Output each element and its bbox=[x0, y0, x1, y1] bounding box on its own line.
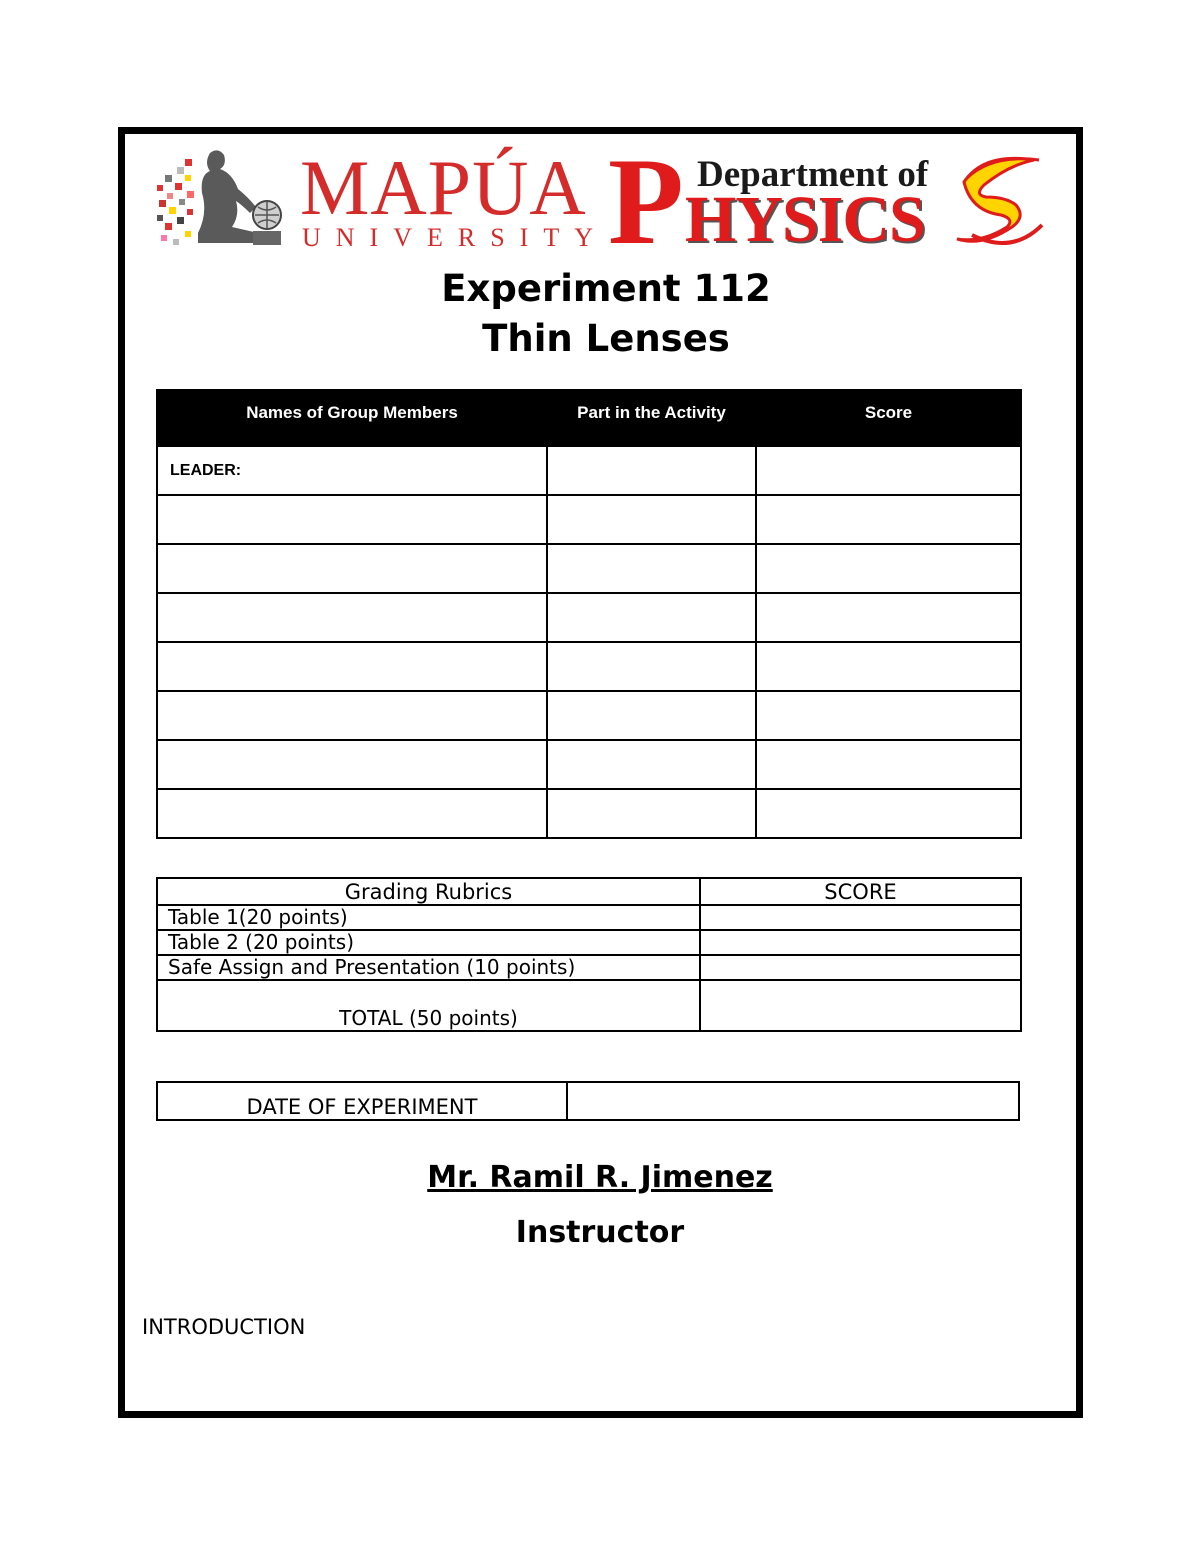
table-row bbox=[157, 495, 1021, 544]
member-name-cell[interactable] bbox=[157, 544, 547, 593]
mapua-seal-logo bbox=[155, 145, 290, 255]
table-header-row bbox=[157, 390, 1021, 446]
score-cell[interactable] bbox=[756, 495, 1021, 544]
rubric-score-cell[interactable] bbox=[700, 955, 1021, 980]
member-name-cell[interactable] bbox=[157, 740, 547, 789]
university-wordmark: MAPÚA bbox=[300, 144, 587, 231]
table-row bbox=[157, 446, 1021, 495]
member-name-cell[interactable] bbox=[157, 642, 547, 691]
rubric-score-cell[interactable] bbox=[700, 905, 1021, 930]
member-name-cell[interactable] bbox=[157, 495, 547, 544]
score-cell[interactable] bbox=[756, 446, 1021, 495]
score-cell[interactable] bbox=[756, 642, 1021, 691]
experiment-number: Experiment 112 bbox=[441, 267, 771, 310]
table-row bbox=[157, 930, 1021, 955]
part-cell[interactable] bbox=[547, 691, 756, 740]
physics-logo-p: P bbox=[608, 133, 684, 270]
rubric-score-cell[interactable] bbox=[700, 930, 1021, 955]
table-row bbox=[157, 955, 1021, 980]
score-cell[interactable] bbox=[756, 691, 1021, 740]
column-header: Part in the Activity bbox=[547, 390, 756, 446]
university-subtitle: UNIVERSITY bbox=[302, 223, 608, 252]
part-cell[interactable] bbox=[547, 446, 756, 495]
score-cell[interactable] bbox=[756, 740, 1021, 789]
instructor-role: Instructor bbox=[515, 1215, 685, 1250]
part-cell[interactable] bbox=[547, 495, 756, 544]
instructor-name: Mr. Ramil R. Jimenez bbox=[427, 1160, 773, 1195]
table-row bbox=[157, 642, 1021, 691]
group-members-table bbox=[156, 389, 1022, 839]
part-cell[interactable] bbox=[547, 642, 756, 691]
department-label: Department of bbox=[697, 154, 929, 195]
score-cell[interactable] bbox=[756, 593, 1021, 642]
rubric-item: Table 2 (20 points) bbox=[157, 930, 700, 955]
total-label: TOTAL (50 points) bbox=[157, 980, 700, 1031]
table-row bbox=[157, 544, 1021, 593]
date-value-cell[interactable] bbox=[567, 1082, 1019, 1120]
table-row bbox=[157, 691, 1021, 740]
rubric-item: Safe Assign and Presentation (10 points) bbox=[157, 955, 700, 980]
member-name-cell[interactable] bbox=[157, 789, 547, 838]
leader-label: LEADER: bbox=[170, 461, 242, 479]
rubrics-header: Grading Rubrics bbox=[157, 878, 700, 905]
part-cell[interactable] bbox=[547, 593, 756, 642]
leader-name-cell[interactable] bbox=[157, 446, 547, 495]
column-header: Score bbox=[756, 390, 1021, 446]
part-cell[interactable] bbox=[547, 789, 756, 838]
table-row bbox=[157, 789, 1021, 838]
score-cell[interactable] bbox=[756, 789, 1021, 838]
grading-rubrics-table bbox=[156, 877, 1022, 1032]
total-row bbox=[157, 980, 1021, 1031]
table-row bbox=[157, 905, 1021, 930]
table-row bbox=[157, 1082, 1019, 1120]
date-of-experiment-table bbox=[156, 1081, 1020, 1121]
physics-swoosh-logo bbox=[952, 150, 1047, 255]
part-cell[interactable] bbox=[547, 740, 756, 789]
table-row bbox=[157, 593, 1021, 642]
table-header-row bbox=[157, 878, 1021, 905]
score-header: SCORE bbox=[700, 878, 1021, 905]
column-header: Names of Group Members bbox=[157, 390, 547, 446]
table-row bbox=[157, 740, 1021, 789]
member-name-cell[interactable] bbox=[157, 593, 547, 642]
score-cell[interactable] bbox=[756, 544, 1021, 593]
experiment-title: Thin Lenses bbox=[482, 317, 730, 360]
physics-logo-text: HYSICS bbox=[685, 183, 925, 256]
total-score-cell[interactable] bbox=[700, 980, 1021, 1031]
part-cell[interactable] bbox=[547, 544, 756, 593]
rubric-item: Table 1(20 points) bbox=[157, 905, 700, 930]
date-label: DATE OF EXPERIMENT bbox=[157, 1082, 567, 1120]
member-name-cell[interactable] bbox=[157, 691, 547, 740]
introduction-heading: INTRODUCTION bbox=[142, 1315, 306, 1339]
